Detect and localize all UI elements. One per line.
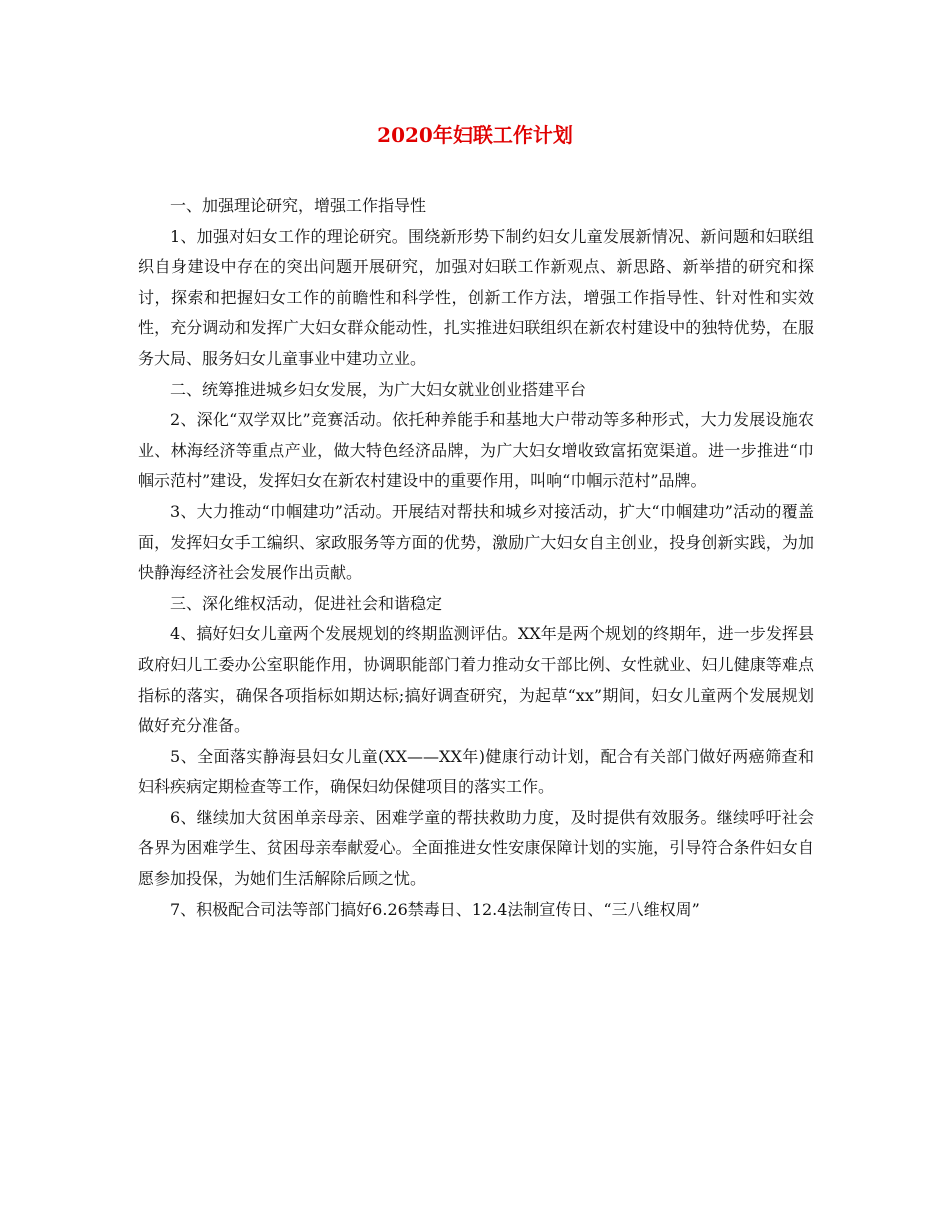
section-heading-3: 三、深化维权活动，促进社会和谐稳定	[170, 593, 443, 613]
paragraph-6: 6、继续加大贫困单亲母亲、困难学童的帮扶救助力度，及时提供有效服务。继续呼吁社会各界为困难学生、贫困母亲奉献爱心。全面推进女性安康保障计划的实施，引导符合条件妇女自愿参加投保，为她们生活解除后顾之忧。	[138, 807, 814, 889]
paragraph-7: 7、积极配合司法等部门搞好6.26禁毒日、12.4法制宣传日、“三八维权周”	[170, 899, 700, 919]
document-title: 2020年妇联工作计划	[377, 123, 573, 147]
paragraph-2: 2、深化“双学双比”竞赛活动。依托种养能手和基地大户带动等多种形式，大力发展设施农业、林海经济等重点产业，做大特色经济品牌，为广大妇女增收致富拓宽渠道。进一步推进“巾帼示范村”建设，发挥妇女在新农村建设中的重要作用，叫响“巾帼示范村”品牌。	[138, 410, 814, 491]
section-heading-1: 一、加强理论研究，增强工作指导性	[170, 196, 427, 215]
paragraph-3: 3、大力推动“巾帼建功”活动。开展结对帮扶和城乡对接活动，扩大“巾帼建功”活动的覆盖面，发挥妇女手工编织、家政服务等方面的优势，激励广大妇女自主创业，投身创新实践，为加快静海经济社会发展作出贡献。	[138, 501, 814, 583]
document-body	[138, 191, 814, 925]
paragraph-1: 1、加强对妇女工作的理论研究。围绕新形势下制约妇女儿童发展新情况、新问题和妇联组织自身建设中存在的突出问题开展研究，加强对妇联工作新观点、新思路、新举措的研究和探讨，探索和把握妇女工作的前瞻性和科学性，创新工作方法，增强工作指导性、针对性和实效性，充分调动和发挥广大妇女群众能动性，扎实推进妇联组织在新农村建设中的独特优势，在服务大局、服务妇女儿童事业中建功立业。	[138, 226, 814, 368]
section-heading-2: 二、统筹推进城乡妇女发展，为广大妇女就业创业搭建平台	[170, 379, 587, 399]
paragraph-4: 4、搞好妇女儿童两个发展规划的终期监测评估。XX年是两个规划的终期年，进一步发挥县政府妇儿工委办公室职能作用，协调职能部门着力推动女干部比例、女性就业、妇儿健康等难点指标的落实，确保各项指标如期达标;搞好调查研究，为起草“xx”期间，妇女儿童两个发展规划做好充分准备。	[138, 624, 814, 736]
paragraph-5: 5、全面落实静海县妇女儿童(XX——XX年)健康行动计划，配合有关部门做好两癌筛查和妇科疾病定期检查等工作，确保妇幼保健项目的落实工作。	[138, 746, 814, 797]
